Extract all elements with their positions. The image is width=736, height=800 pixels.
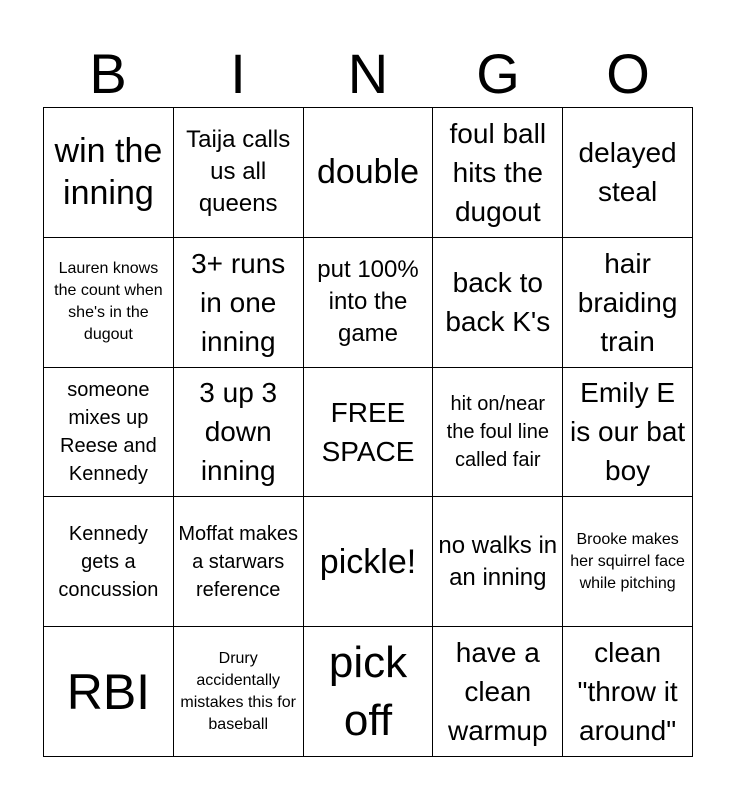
bingo-cell[interactable] — [174, 108, 304, 238]
cell-text: RBI — [66, 663, 151, 720]
free-space-cell[interactable] — [304, 368, 434, 498]
bingo-cell[interactable] — [433, 627, 563, 757]
bingo-cell[interactable] — [174, 497, 304, 627]
cell-text: have a clean warmup — [447, 637, 548, 747]
cell-text: someone mixes up Reese and Kennedy — [60, 378, 157, 485]
cell-text: clean "throw it around" — [577, 637, 678, 747]
cell-text: Taija calls us all queens — [186, 126, 291, 218]
bingo-cell[interactable] — [44, 497, 174, 627]
bingo-cell[interactable] — [44, 368, 174, 498]
bingo-cell[interactable] — [563, 497, 693, 627]
bingo-cell[interactable] — [304, 108, 434, 238]
cell-text: double — [316, 153, 420, 192]
cell-text: hit on/near the foul line called fair — [446, 392, 549, 471]
header-letter-g: G — [476, 42, 520, 105]
header-letter-n: N — [347, 42, 389, 105]
cell-text: pickle! — [319, 542, 417, 581]
bingo-cell[interactable] — [433, 108, 563, 238]
cell-text: back to back K's — [445, 267, 551, 338]
cell-text: 3 up 3 down inning — [199, 377, 278, 487]
cell-text: Kennedy gets a concussion — [58, 522, 159, 601]
bingo-cell[interactable] — [563, 627, 693, 757]
bingo-cell[interactable] — [174, 627, 304, 757]
cell-text: foul ball hits the dugout — [449, 117, 547, 227]
cell-text: put 100% into the game — [317, 256, 419, 348]
bingo-cell[interactable] — [433, 238, 563, 368]
cell-text: win the inning — [54, 132, 163, 213]
bingo-cell[interactable] — [433, 368, 563, 498]
bingo-cell[interactable] — [433, 497, 563, 627]
bingo-board — [43, 107, 693, 757]
cell-text: hair braiding train — [577, 247, 678, 357]
bingo-cell[interactable] — [304, 627, 434, 757]
header-letter-i: I — [230, 42, 246, 105]
header-letter-o: O — [606, 42, 650, 105]
bingo-cell[interactable] — [44, 627, 174, 757]
bingo-cell[interactable] — [563, 238, 693, 368]
cell-text: no walks in an inning — [438, 531, 558, 591]
bingo-cell[interactable] — [563, 108, 693, 238]
header-letter-b: B — [89, 42, 127, 105]
bingo-cell[interactable] — [44, 108, 174, 238]
bingo-cell[interactable] — [174, 238, 304, 368]
cell-text: pick off — [328, 637, 408, 745]
bingo-cell[interactable] — [44, 238, 174, 368]
cell-text: delayed steal — [578, 137, 677, 208]
bingo-cell[interactable] — [563, 368, 693, 498]
cell-text: Moffat makes a starwars reference — [178, 522, 299, 601]
cell-text: 3+ runs in one inning — [191, 247, 286, 357]
cell-text: Drury accidentally mistakes this for baseball — [180, 649, 296, 733]
bingo-cell[interactable] — [174, 368, 304, 498]
bingo-cell[interactable] — [304, 497, 434, 627]
bingo-header — [43, 40, 693, 108]
cell-text: Emily E is our bat boy — [570, 377, 686, 487]
cell-text: FREE SPACE — [321, 396, 415, 467]
cell-text: Brooke makes her squirrel face while pitching — [570, 530, 685, 592]
cell-text: Lauren knows the count when she's in the dugout — [54, 260, 163, 344]
bingo-cell[interactable] — [304, 238, 434, 368]
